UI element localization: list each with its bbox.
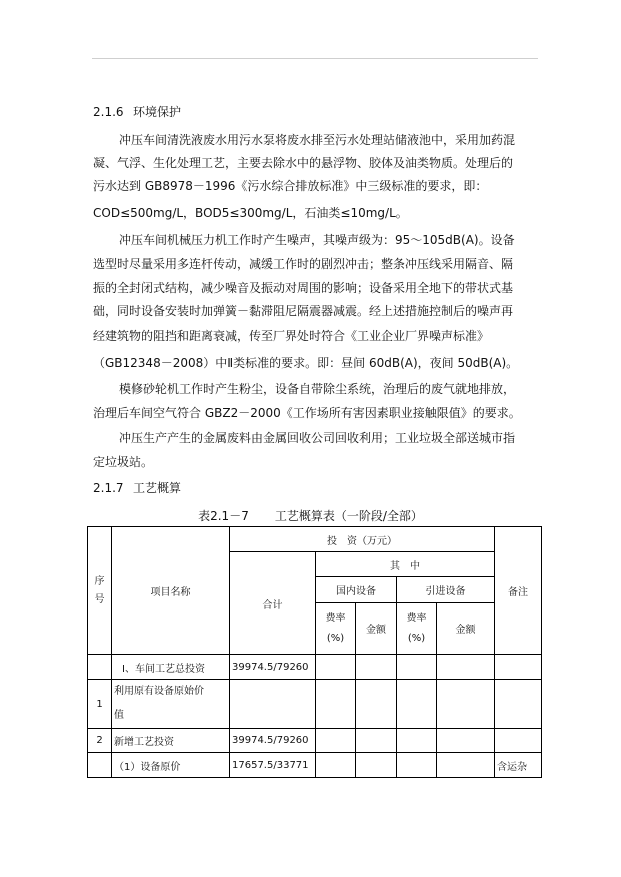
cell-empty xyxy=(316,680,356,729)
header-rate-imported xyxy=(397,603,437,655)
header-rule xyxy=(92,58,538,59)
cell-empty xyxy=(316,753,356,778)
cell-item-name xyxy=(112,680,230,729)
cell-remark xyxy=(495,655,542,680)
cost-estimate-table xyxy=(87,526,542,778)
cell-seq: 2 xyxy=(88,729,112,753)
header-of-which: 其 中 xyxy=(316,552,495,577)
paragraph-line: 冲压生产产生的金属废料由金属回收公司回收利用；工业垃圾全部送城市指 xyxy=(119,431,516,445)
header-domestic: 国内设备 xyxy=(316,577,397,603)
paragraph-line: 定垃圾站。 xyxy=(93,455,154,469)
header-imported: 引进设备 xyxy=(397,577,495,603)
table-title: 工艺概算表（一阶段/全部） xyxy=(274,509,423,523)
header-seq: 序号 xyxy=(88,527,112,655)
cell-item-name: 新增工艺投资 xyxy=(112,729,230,753)
table-row xyxy=(88,753,542,778)
cell-empty xyxy=(356,729,397,753)
cell-empty xyxy=(356,655,397,680)
cell-empty xyxy=(356,753,397,778)
rate-unit: (%) xyxy=(326,632,345,644)
table-caption xyxy=(0,509,621,523)
item-name-line: 值 xyxy=(114,710,124,721)
cell-seq xyxy=(88,753,112,778)
cell-empty xyxy=(397,753,437,778)
cell-empty xyxy=(397,729,437,753)
rate-label: 费率 xyxy=(406,612,427,624)
paragraph-line: 础，同时设备安装时加弹簧－黏滞阻尼隔震器减震。经上述措施控制后的噪声再 xyxy=(93,304,514,318)
cell-seq: 1 xyxy=(88,680,112,729)
section-number: 2.1.7 xyxy=(93,481,124,495)
cell-empty xyxy=(316,655,356,680)
section-title: 工艺概算 xyxy=(133,481,182,495)
item-name-line: 利用原有设备原始价 xyxy=(114,686,204,697)
section-title: 环境保护 xyxy=(133,105,182,119)
paragraph-line: 经建筑物的阻挡和距离衰减，传至厂界处时符合《工业企业厂界噪声标准》 xyxy=(93,329,490,343)
cell-remark xyxy=(495,729,542,753)
header-amount-imported: 金额 xyxy=(437,603,495,655)
table-row xyxy=(88,729,542,753)
cell-empty xyxy=(437,655,495,680)
cell-remark xyxy=(495,680,542,729)
paragraph-line: 选型时尽量采用多连杆传动，减缓工作时的剧烈冲击；整条冲压线采用隔音、隔 xyxy=(93,257,514,271)
rate-label: 费率 xyxy=(325,612,346,624)
paragraph-line: （GB12348－2008）中Ⅱ类标准的要求。即：昼间 60dB(A)，夜间 50dB(A)。 xyxy=(93,356,519,370)
cell-item-name: Ⅰ、车间工艺总投资 xyxy=(112,655,230,680)
cell-seq xyxy=(88,655,112,680)
cell-item-name: （1）设备原价 xyxy=(112,753,230,778)
rate-unit: (%) xyxy=(407,632,426,644)
table-row xyxy=(88,655,542,680)
header-total: 合计 xyxy=(230,552,316,655)
paragraph-line: 污水达到 GB8978－1996《污水综合排放标准》中三级标准的要求，即： xyxy=(93,179,488,193)
header-rate-domestic xyxy=(316,603,356,655)
paragraph-line: 冲压车间机械压力机工作时产生噪声，其噪声级为：95～105dB(A)。设备 xyxy=(119,233,515,247)
cell-empty xyxy=(437,753,495,778)
cell-empty xyxy=(316,729,356,753)
cell-empty xyxy=(356,680,397,729)
header-item-name: 项目名称 xyxy=(112,527,230,655)
cell-empty xyxy=(397,655,437,680)
paragraph-line: 模修砂轮机工作时产生粉尘，设备自带除尘系统，治理后的废气就地排放， xyxy=(119,382,516,396)
cell-total xyxy=(230,680,316,729)
header-investment: 投 资（万元） xyxy=(230,527,495,552)
cell-empty xyxy=(397,680,437,729)
paragraph-line: 振的全封闭式结构，减少噪音及振动对周围的影响；设备采用全地下的带状式基 xyxy=(93,281,514,295)
paragraph-line: COD≤500mg/L，BOD5≤300mg/L，石油类≤10mg/L。 xyxy=(93,206,408,220)
paragraph-line: 凝、气浮、生化处理工艺，主要去除水中的悬浮物、胶体及油类物质。处理后的 xyxy=(93,156,514,170)
section-heading-environment xyxy=(93,104,181,120)
header-remark: 备注 xyxy=(495,527,542,655)
section-heading-cost-estimate xyxy=(93,480,181,496)
table-row xyxy=(88,680,542,729)
cell-total: 17657.5/33771 xyxy=(230,753,316,778)
table-label: 表2.1－7 xyxy=(198,509,249,523)
cell-empty xyxy=(437,729,495,753)
paragraph-line: 冲压车间清洗液废水用污水泵将废水排至污水处理站储液池中，采用加药混 xyxy=(119,133,516,147)
paragraph-line: 治理后车间空气符合 GBZ2－2000《工作场所有害因素职业接触限值》的要求。 xyxy=(93,406,521,420)
cell-remark: 含运杂 xyxy=(495,753,542,778)
section-number: 2.1.6 xyxy=(93,105,124,119)
cell-empty xyxy=(437,680,495,729)
cell-total: 39974.5/79260 xyxy=(230,655,316,680)
cell-total: 39974.5/79260 xyxy=(230,729,316,753)
header-amount-domestic: 金额 xyxy=(356,603,397,655)
